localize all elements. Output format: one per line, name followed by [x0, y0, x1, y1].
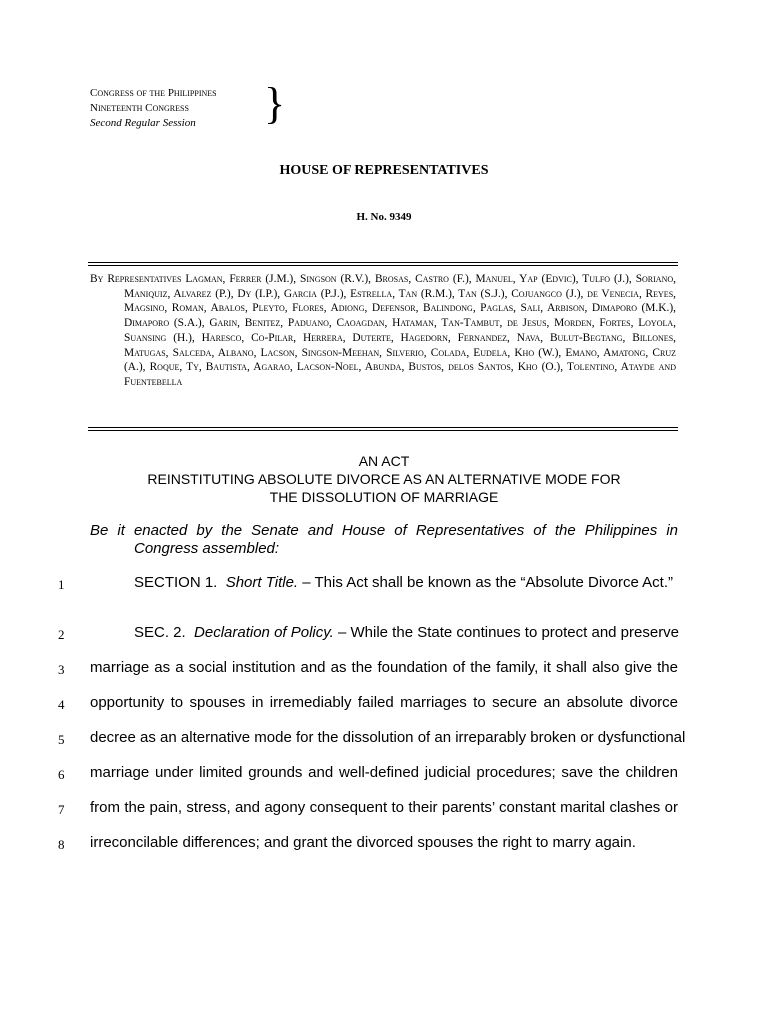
line-number: 5 [58, 732, 65, 747]
line-number: 8 [58, 837, 65, 852]
top-rule [88, 262, 678, 263]
body-line: irreconcilable differences; and grant the divorced spouses the right to marry again. [90, 834, 636, 851]
congress-name: Congress of the Philippines [90, 87, 217, 99]
header-brace: } [264, 79, 286, 128]
act-title-line-1: REINSTITUTING ABSOLUTE DIVORCE AS AN ALTERNATIVE MODE FOR [147, 471, 621, 487]
section-title: Declaration of Policy. [194, 624, 334, 641]
section-label: SECTION 1. [134, 574, 218, 591]
line-number: 4 [58, 697, 65, 712]
line-number: 1 [58, 577, 65, 592]
line-number: 7 [58, 802, 65, 817]
act-title [0, 452, 768, 506]
line-number: 3 [58, 662, 65, 677]
body-line: opportunity to spouses in irremediably failed marriages to secure an absolute divorce [90, 694, 678, 711]
section-2-line [90, 624, 678, 641]
enacting-clause: Be it enacted by the Senate and House of Representatives of the Philippines in Congress assembled: [90, 522, 678, 557]
body-line: marriage under limited grounds and well-defined judicial procedures; save the children [90, 764, 678, 781]
bottom-rule [88, 430, 678, 431]
section-1-line [90, 574, 678, 591]
top-rule-inner [88, 265, 678, 266]
body-line: from the pain, stress, and agony consequent to their parents’ constant marital clashes or [90, 799, 678, 816]
body-line: decree as an alternative mode for the dissolution of an irreparably broken or dysfunctional [90, 729, 686, 746]
section-text: – This Act shall be known as the “Absolute Divorce Act.” [298, 574, 674, 591]
bill-number: H. No. 9349 [356, 211, 412, 223]
line-number: 6 [58, 767, 65, 782]
congress-header [90, 86, 217, 131]
authors-list: By Representatives Lagman, Ferrer (J.M.), Singson (R.V.), Brosas, Castro (F.), Manuel, Yap (Edvic), Tulfo (J.), Soriano, Maniquiz, Alvarez (P.), Dy (I.P.), Garcia (P.J.), Estrella, Tan (R.M.), Tan (S.J.), Cojuangco (J.), de Venecia, Reyes, Magsino, Roman, Abalos, Pleyto, Flores, Adiong, Defensor, Balindong, Paglas, Sali, Arbison, Dimaporo (M.K.), Dimaporo (S.A.), Garin, Benitez, Paduano, Caoagdan, Hataman, Tan-Tambut, de Jesus, Morden, Fortes, Loyola, Suansing (H.), Haresco, Co-Pilar, Herrera, Duterte, Hagedorn, Fernandez, Nava, Bulut-Begtang, Billones, Matugas, Salceda, Albano, Lacson, Singson-Meehan, Silverio, Colada, Eudela, Kho (W.), Emano, Amatong, Cruz (A.), Roque, Ty, Bautista, Agarao, Lacson-Noel, Abunda, Bustos, delos Santos, Kho (O.), Tolentino, Atayde and Fuentebella [90, 273, 676, 388]
congress-number: Nineteenth Congress [90, 102, 189, 114]
bottom-rule-inner [88, 427, 678, 428]
act-title-line-2: THE DISSOLUTION OF MARRIAGE [269, 489, 499, 505]
section-title: Short Title. [225, 574, 299, 591]
section-label: SEC. 2. [134, 624, 186, 641]
act-heading: AN ACT [358, 453, 410, 469]
section-text: – While the State continues to protect and preserve [333, 624, 680, 641]
chamber-title: HOUSE OF REPRESENTATIVES [279, 163, 489, 178]
session-label: Second Regular Session [90, 117, 196, 129]
line-number: 2 [58, 627, 65, 642]
body-line: marriage as a social institution and as the foundation of the family, it shall also give the [90, 659, 678, 676]
